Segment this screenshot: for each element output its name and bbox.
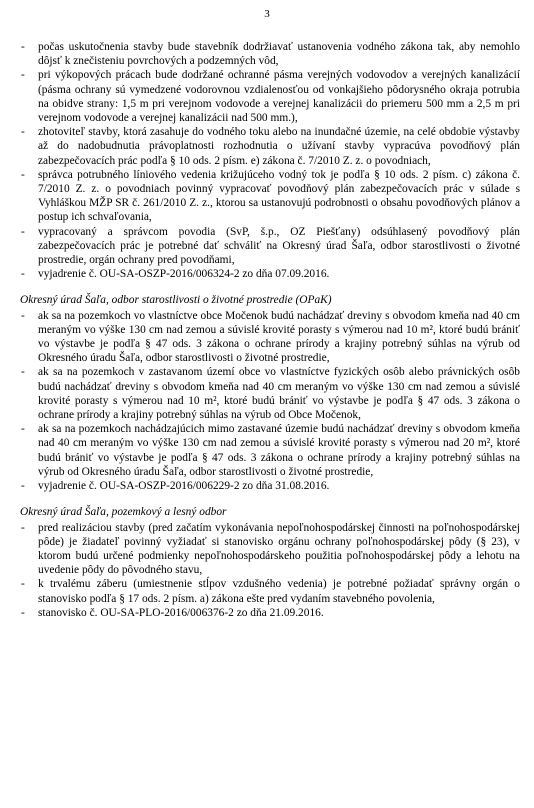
- list-item: - pred realizáciou stavby (pred začatím vykonávania nepoľnohospodárskej činnosti na poľnohospodárskej pôde) je žiadateľ povinný vyžiadať si stanovisko orgánu ochrany poľnohospodárskej pôdy (§ 23), v ktorom budú určené podmienky nepoľnohospodárskeho použitia poľnohospodárskej pôdy a lehotu na uvedenie pôdy do pôvodného stavu,: [20, 521, 520, 578]
- list-item: - počas uskutočnenia stavby bude stavebník dodržiavať ustanovenia vodného zákona tak, aby nemohlo dôjsť k znečisteniu povrchových a podzemných vôd,: [20, 40, 520, 68]
- list-item: - ak sa na pozemkoch vo vlastníctve obce Močenok budú nachádzať dreviny s obvodom kmeňa nad 40 cm meraným vo výške 130 cm nad zemou a súvislé krovité porasty s výmerou nad 10 m², ktoré budú brániť vo výstavbe je podľa § 47 ods. 3 zákona o ochrane prírody a krajiny potrebný súhlas na výrub od Okresného úradu Šaľa, odbor starostlivosti o životné prostredie,: [20, 309, 520, 366]
- list-item: - vyjadrenie č. OU-SA-OSZP-2016/006324-2 zo dňa 07.09.2016.: [20, 267, 520, 281]
- section-opak: [20, 293, 520, 493]
- list-item: - ak sa na pozemkoch v zastavanom území obce vo vlastníctve fyzických osôb alebo právnických osôb budú nachádzať dreviny s obvodom kmeňa nad 40 cm meraným vo výške 130 cm nad zemou a súvislé krovité porasty s výmerou nad 10 m², ktoré budú brániť vo výstavbe je podľa § 47 ods. 3 zákona o ochrane prírody a krajiny potrebný súhlas na výrub od Obce Močenok,: [20, 365, 520, 422]
- list-item: - vypracovaný a správcom povodia (SvP, š.p., OZ Piešťany) odsúhlasený povodňový plán zabezpečovacích prác je potrebné dať schváliť na Okresný úrad Šaľa, odbor starostlivosti o životné prostredie, orgán ochrany pred povodňami,: [20, 225, 520, 268]
- section-heading: Okresný úrad Šaľa, odbor starostlivosti o životné prostredie (OPaK): [20, 294, 332, 307]
- bullet-list: [20, 521, 520, 620]
- list-item: - ak sa na pozemkoch nachádzajúcich mimo zastavané územie budú nachádzať dreviny s obvodom kmeňa nad 40 cm meraným vo výške 130 cm nad zemou a súvislé krovité porasty s výmerou nad 20 m², ktoré budú brániť vo výstavbe je podľa § 47 ods. 3 zákona o ochrane prírody a krajiny potrebný súhlas na výrub od Okresného úradu Šaľa, odbor starostlivosti o životné prostredie,: [20, 422, 520, 479]
- page-number: 3: [264, 8, 270, 20]
- list-item: - správca potrubného líniového vedenia križujúceho vodný tok je podľa § 10 ods. 2 písm. c) zákona č. 7/2010 Z. z. o povodniach povinný vypracovať povodňový plán zabezpečovacích prác v súlade s Vyhláškou MŽP SR č. 261/2010 Z. z., ktorou sa ustanovujú podrobnosti o obsahu povodňových plánov a postup ich schvaľovania,: [20, 168, 520, 225]
- list-item: - pri výkopových prácach bude dodržané ochranné pásma verejných vodovodov a verejných kanalizácií (pásma ochrany sú vymedzené vodorovnou vzdialenosťou od vonkajšieho pôdorysného okraja potrubia na obidve strany: 1,5 m pri verejnom vodovode a verejnej kanalizácii do priemeru 500 mm a 2,5 m pri verejnom vodovode a verejnej kanalizácii nad 500 mm.),: [20, 68, 520, 125]
- section-water-management: [20, 40, 520, 281]
- list-item: - vyjadrenie č. OU-SA-OSZP-2016/006229-2 zo dňa 31.08.2016.: [20, 479, 520, 493]
- bullet-list: [20, 40, 520, 281]
- list-item: - zhotoviteľ stavby, ktorá zasahuje do vodného toku alebo na inundačné územie, na celé obdobie výstavby až do nadobudnutia právoplatnosti rozhodnutia o užívaní stavby vypracúva povodňový plán zabezpečovacích prác podľa § 10 ods. 2 písm. e) zákona č. 7/2010 Z. z. o povodniach,: [20, 125, 520, 168]
- section-heading: Okresný úrad Šaľa, pozemkový a lesný odbor: [20, 506, 227, 519]
- document-body: [20, 40, 520, 620]
- section-land-forestry: [20, 505, 520, 620]
- bullet-list: [20, 309, 520, 494]
- list-item: - stanovisko č. OU-SA-PLO-2016/006376-2 zo dňa 21.09.2016.: [20, 606, 520, 620]
- list-item: - k trvalému záberu (umiestnenie stĺpov vzdušného vedenia) je potrebné požiadať správny orgán o stanovisko podľa § 17 ods. 2 písm. a) zákona ešte pred vydaním stavebného povolenia,: [20, 577, 520, 605]
